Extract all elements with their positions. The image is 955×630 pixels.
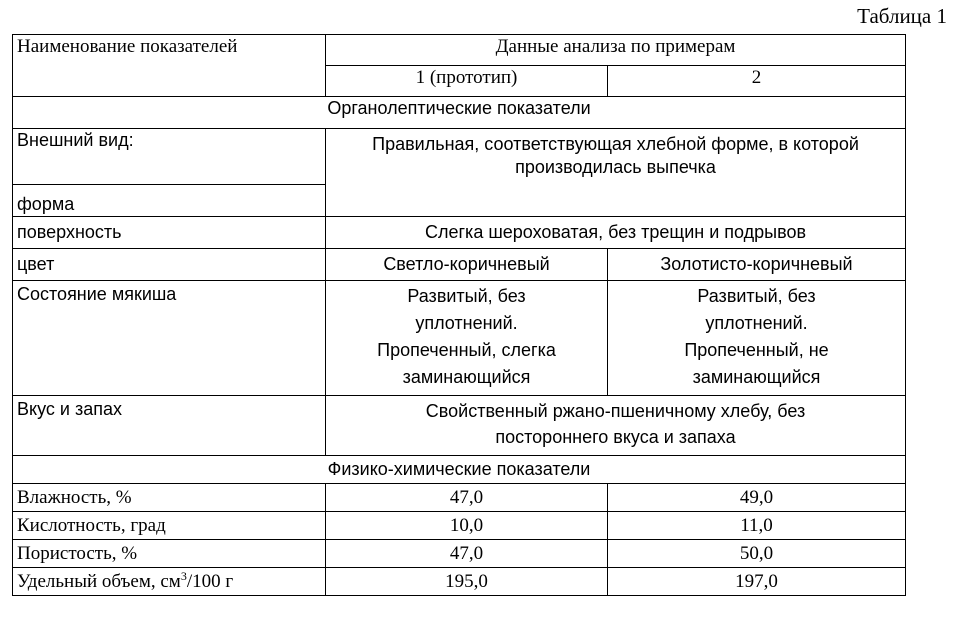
table-row bbox=[13, 129, 906, 185]
specific-volume-value-1: 195,0 bbox=[326, 568, 608, 596]
analysis-table bbox=[12, 34, 906, 596]
color-label: цвет bbox=[13, 249, 326, 281]
surface-value: Слегка шероховатая, без трещин и подрывов bbox=[326, 217, 906, 249]
table-row bbox=[13, 568, 906, 596]
table-row bbox=[13, 281, 906, 396]
acidity-value-1: 10,0 bbox=[326, 512, 608, 540]
specific-volume-label-sup: 3 bbox=[180, 569, 187, 583]
header-row bbox=[13, 35, 906, 66]
specific-volume-value-2: 197,0 bbox=[608, 568, 906, 596]
section-organoleptic: Органолептические показатели bbox=[13, 97, 906, 129]
table-row bbox=[13, 396, 906, 456]
acidity-value-2: 11,0 bbox=[608, 512, 906, 540]
table-row bbox=[13, 249, 906, 281]
table-row bbox=[13, 484, 906, 512]
section-physchem: Физико-химические показатели bbox=[13, 456, 906, 484]
specific-volume-label bbox=[13, 568, 326, 596]
surface-label: поверхность bbox=[13, 217, 326, 249]
humidity-value-2: 49,0 bbox=[608, 484, 906, 512]
color-value-2: Золотисто-коричневый bbox=[608, 249, 906, 281]
humidity-value-1: 47,0 bbox=[326, 484, 608, 512]
table-row bbox=[13, 540, 906, 568]
specific-volume-label-unit: /100 г bbox=[186, 571, 234, 592]
crumb-value-2: Развитый, без уплотнений. Пропеченный, не заминающийся bbox=[608, 281, 906, 396]
taste-label: Вкус и запах bbox=[13, 396, 326, 456]
section-row bbox=[13, 456, 906, 484]
header-example-2: 2 bbox=[608, 66, 906, 97]
shape-label: форма bbox=[13, 185, 326, 217]
humidity-label: Влажность, % bbox=[13, 484, 326, 512]
color-value-1: Светло-коричневый bbox=[326, 249, 608, 281]
taste-value: Свойственный ржано-пшеничному хлебу, без постороннего вкуса и запаха bbox=[326, 396, 906, 456]
section-row bbox=[13, 97, 906, 129]
porosity-value-1: 47,0 bbox=[326, 540, 608, 568]
header-example-1: 1 (прототип) bbox=[326, 66, 608, 97]
header-analysis-data: Данные анализа по примерам bbox=[326, 35, 906, 66]
crumb-value-1: Развитый, без уплотнений. Пропеченный, слегка заминающийся bbox=[326, 281, 608, 396]
table-row bbox=[13, 512, 906, 540]
appearance-value: Правильная, соответствующая хлебной форме, в которой производилась выпечка bbox=[326, 129, 906, 217]
table-caption: Таблица 1 bbox=[857, 4, 947, 28]
appearance-label: Внешний вид: bbox=[13, 129, 326, 185]
crumb-label: Состояние мякиша bbox=[13, 281, 326, 396]
specific-volume-label-main: Удельный объем, см bbox=[17, 571, 181, 592]
porosity-label: Пористость, % bbox=[13, 540, 326, 568]
table-row bbox=[13, 217, 906, 249]
porosity-value-2: 50,0 bbox=[608, 540, 906, 568]
acidity-label: Кислотность, град bbox=[13, 512, 326, 540]
header-indicator-name: Наименование показателей bbox=[13, 35, 326, 97]
